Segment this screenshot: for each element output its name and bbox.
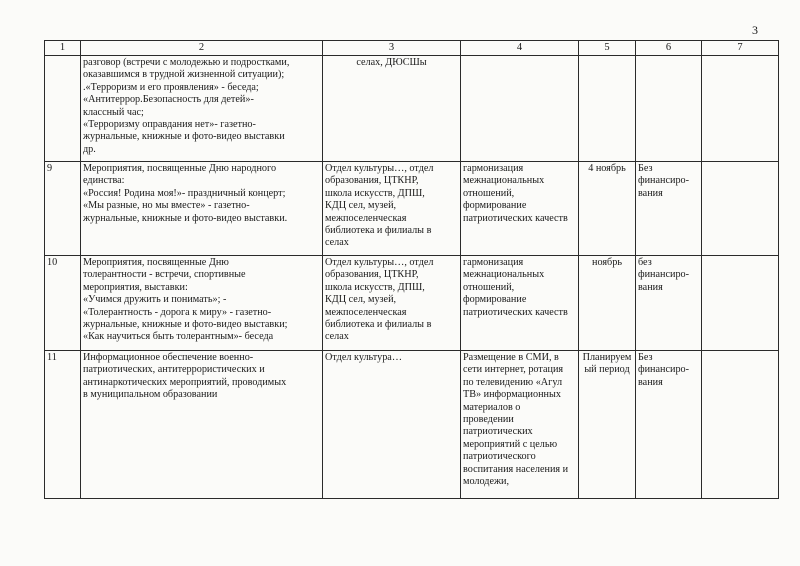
financing-cell <box>636 351 702 499</box>
financing-line: финансиро- <box>638 364 690 376</box>
event-line: мероприятия, выставки: <box>83 281 188 293</box>
date-cell: ноябрь <box>579 256 636 351</box>
goal-line: отношений, <box>463 281 515 293</box>
goal-line: гармонизация <box>463 257 524 268</box>
note-cell <box>702 256 779 351</box>
row-number: 11 <box>45 351 81 499</box>
row-number <box>45 56 81 162</box>
goal-line: Размещение в СМИ, в <box>463 352 559 363</box>
event-line: Мероприятия, посвященные Дню <box>83 257 229 268</box>
goal-cell <box>461 162 579 256</box>
executor-line: межпоселенческая <box>325 306 407 318</box>
note-cell <box>702 56 779 162</box>
column-header-goal: 4 <box>461 41 579 56</box>
goal-line: патриотических качеств <box>463 212 568 224</box>
column-header-date: 5 <box>579 41 636 56</box>
event-cell <box>81 256 323 351</box>
executor-line: образования, ЦТКНР, <box>325 175 419 187</box>
event-line: «Как научиться быть толерантным»- беседа <box>83 331 274 343</box>
column-header-event: 2 <box>81 41 323 56</box>
note-cell <box>702 351 779 499</box>
event-line: журнальные, книжные и фото-видео выставки; <box>83 319 288 331</box>
column-header-note: 7 <box>702 41 779 56</box>
executor-line: межпоселенческая <box>325 212 407 224</box>
financing-line: Без <box>638 163 653 174</box>
goal-cell <box>461 256 579 351</box>
financing-cell <box>636 256 702 351</box>
goal-line: мероприятий с целью <box>463 438 558 450</box>
event-line: в муниципальном образовании <box>83 389 218 401</box>
goal-line: проведении <box>463 414 514 426</box>
executor-line: селах <box>325 237 349 249</box>
executor-cell <box>323 162 461 256</box>
executor-line: библиотека и филиалы в <box>325 225 432 237</box>
table-row <box>45 56 779 162</box>
goal-line: патриотического <box>463 451 536 463</box>
executor-line: селах <box>325 331 349 343</box>
executor-line: Отдел культуры…, отдел <box>325 257 434 268</box>
financing-cell <box>636 162 702 256</box>
event-line: разговор (встречи с молодежью и подростками, <box>83 57 290 68</box>
goal-line: ТВ» информационных <box>463 389 561 401</box>
column-header-number: 1 <box>45 41 81 56</box>
event-cell <box>81 351 323 499</box>
goal-cell <box>461 56 579 162</box>
executor-line: селах, ДЮСШы <box>356 57 427 68</box>
column-header-executor: 3 <box>323 41 461 56</box>
executor-line: библиотека и филиалы в <box>325 319 432 331</box>
financing-line: вания <box>638 187 663 199</box>
date-cell <box>579 56 636 162</box>
executor-line: Отдел культура… <box>325 352 403 363</box>
event-cell <box>81 56 323 162</box>
event-line: «Терроризму оправдания нет»- газетно- <box>83 119 256 131</box>
goal-line: по телевидению «Агул <box>463 376 563 388</box>
column-header-financing: 6 <box>636 41 702 56</box>
event-line: «Толерантность - дорога к миру» - газетно- <box>83 306 272 318</box>
event-line: оказавшимся в трудной жизненной ситуации); <box>83 69 285 81</box>
executor-cell <box>323 56 461 162</box>
event-line: журнальные, книжные и фото-видео выставки <box>83 131 285 143</box>
event-line: «Учимся дружить и понимать»; - <box>83 294 227 306</box>
event-line: Мероприятия, посвященные Дню народного <box>83 163 277 174</box>
goal-line: межнациональных <box>463 269 545 281</box>
date-cell: Планируем ый период <box>579 351 636 499</box>
goal-line: патриотических <box>463 426 533 438</box>
event-line: антинаркотических мероприятий, проводимых <box>83 376 287 388</box>
executor-cell <box>323 256 461 351</box>
event-line: .«Терроризм и его проявления» - беседа; <box>83 81 259 93</box>
financing-line: финансиро- <box>638 175 690 187</box>
event-line: «Мы разные, но мы вместе» - газетно- <box>83 200 250 212</box>
table-row <box>45 256 779 351</box>
goal-line: отношений, <box>463 187 515 199</box>
goal-line: формирование <box>463 294 527 306</box>
goal-line: формирование <box>463 200 527 212</box>
goal-line: молодежи, <box>463 476 510 488</box>
row-number: 9 <box>45 162 81 256</box>
goal-line: воспитания населения и <box>463 463 569 475</box>
goal-line: гармонизация <box>463 163 524 174</box>
executor-line: КДЦ сел, музей, <box>325 200 397 212</box>
row-number: 10 <box>45 256 81 351</box>
goal-line: патриотических качеств <box>463 306 568 318</box>
event-line: «Антитеррор.Безопасность для детей»- <box>83 94 254 106</box>
event-line: единства: <box>83 175 125 187</box>
event-line: др. <box>83 143 96 155</box>
financing-line: финансиро- <box>638 269 690 281</box>
date-cell: 4 ноябрь <box>579 162 636 256</box>
financing-line: вания <box>638 376 663 388</box>
goal-line: сети интернет, ротация <box>463 364 564 376</box>
event-line: патриотических, антитеррористических и <box>83 364 265 376</box>
goal-line: материалов о <box>463 401 521 413</box>
note-cell <box>702 162 779 256</box>
events-plan-table <box>44 40 779 499</box>
financing-line: без <box>638 257 652 268</box>
table-row <box>45 162 779 256</box>
goal-cell <box>461 351 579 499</box>
table-header-row <box>45 41 779 56</box>
event-line: журнальные, книжные и фото-видео выставки. <box>83 212 288 224</box>
financing-line: вания <box>638 281 663 293</box>
financing-cell <box>636 56 702 162</box>
table-row <box>45 351 779 499</box>
page-number: 3 <box>752 23 758 37</box>
executor-cell <box>323 351 461 499</box>
executor-line: образования, ЦТКНР, <box>325 269 419 281</box>
event-line: Информационное обеспечение военно- <box>83 352 254 363</box>
executor-line: школа искусств, ДПШ, <box>325 281 425 293</box>
executor-line: КДЦ сел, музей, <box>325 294 397 306</box>
event-line: классный час; <box>83 106 144 118</box>
executor-line: Отдел культуры…, отдел <box>325 163 434 174</box>
goal-line: межнациональных <box>463 175 545 187</box>
executor-line: школа искусств, ДПШ, <box>325 187 425 199</box>
financing-line: Без <box>638 352 653 363</box>
event-cell <box>81 162 323 256</box>
event-line: толерантности - встречи, спортивные <box>83 269 246 281</box>
event-line: «Россия! Родина моя!»- праздничный концерт; <box>83 187 286 199</box>
